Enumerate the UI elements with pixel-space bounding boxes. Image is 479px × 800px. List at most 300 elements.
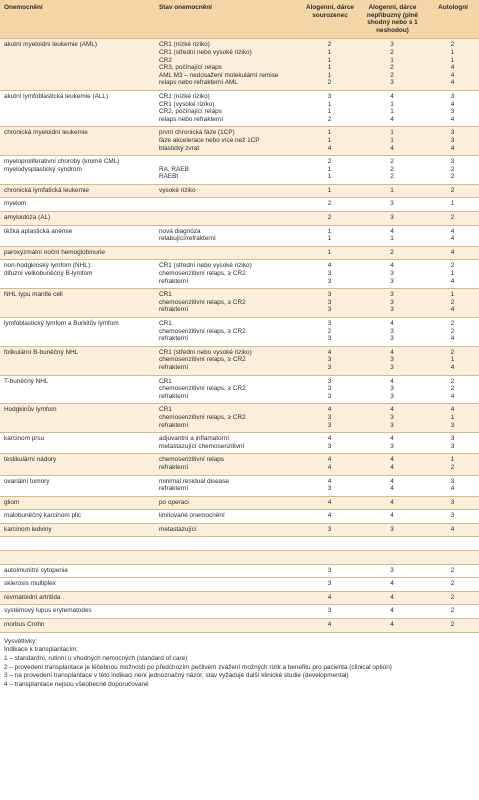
- unrelated-value: [358, 539, 426, 547]
- sibling-donor-cell: [301, 289, 358, 318]
- disease-line: Hodgkinův lymfom: [4, 406, 57, 414]
- state-cell: [155, 591, 301, 605]
- autologous-cell: [426, 260, 479, 289]
- disease-cell: [0, 537, 155, 551]
- sibling-donor-cell: [301, 564, 358, 578]
- state-line: první chronická fáze (1CP): [159, 129, 235, 137]
- sibling-value: 1: [327, 227, 332, 235]
- table-row: [0, 605, 479, 619]
- sibling-value: 4: [327, 406, 332, 414]
- disease-line: [4, 553, 152, 561]
- unrelated-donor-cell: [358, 346, 426, 375]
- sibling-donor-cell: [301, 496, 358, 510]
- unrelated-donor-cell: [358, 260, 426, 289]
- autologous-cell: [426, 346, 479, 375]
- unrelated-value: 3: [390, 306, 394, 314]
- unrelated-donor-cell: [358, 90, 426, 126]
- disease-line: [4, 539, 152, 547]
- state-line: [159, 621, 298, 629]
- disease-line: systémový lupus erytematodes: [4, 607, 92, 615]
- sibling-donor-cell: [301, 375, 358, 404]
- sibling-donor-cell: [301, 346, 358, 375]
- autologous-cell: [426, 246, 479, 260]
- state-cell: [155, 475, 301, 496]
- state-cell: [155, 260, 301, 289]
- autologous-value: 1: [450, 291, 455, 299]
- disease-line: myeloproliferativní choroby (kromě CML): [4, 158, 120, 166]
- autologous-value: 1: [450, 56, 455, 64]
- state-cell: [155, 433, 301, 454]
- autologous-value: 2: [450, 607, 455, 615]
- sibling-donor-cell: [301, 260, 358, 289]
- disease-cell: [0, 605, 155, 619]
- disease-cell: [0, 289, 155, 318]
- disease-cell: [0, 90, 155, 126]
- state-cell: [155, 90, 301, 126]
- autologous-cell: [426, 523, 479, 537]
- table-row: [0, 496, 479, 510]
- disease-line: ovariální tumory: [4, 477, 50, 485]
- autologous-value: 3: [450, 92, 455, 100]
- autologous-value: 4: [450, 525, 455, 533]
- disease-cell: [0, 523, 155, 537]
- autologous-value: 4: [450, 485, 455, 493]
- state-line: metastazující: [159, 525, 197, 533]
- autologous-value: 3: [450, 136, 455, 144]
- table-row: [0, 318, 479, 347]
- state-line: [159, 580, 298, 588]
- sibling-donor-cell: [301, 127, 358, 156]
- autologous-value: 2: [450, 298, 455, 306]
- unrelated-value: 3: [390, 566, 394, 574]
- sibling-value: 1: [327, 71, 332, 79]
- state-line: AML M3 – nedosažení molekulární remise: [159, 71, 279, 79]
- sibling-donor-cell: [301, 591, 358, 605]
- unrelated-value: 3: [390, 385, 394, 393]
- disease-cell: [0, 619, 155, 632]
- autologous-cell: [426, 198, 479, 212]
- table-row: [0, 346, 479, 375]
- sibling-donor-cell: [301, 454, 358, 475]
- table-row: [0, 551, 479, 565]
- state-line: CR1: [159, 320, 172, 327]
- disease-line: T-buněčný NHL: [4, 377, 49, 385]
- unrelated-value: 1: [390, 129, 394, 137]
- sibling-donor-cell: [301, 605, 358, 619]
- state-line: CR1 (střední nebo vysoké riziko): [159, 262, 252, 270]
- disease-cell: [0, 475, 155, 496]
- sibling-value: 1: [327, 248, 332, 256]
- autologous-cell: [426, 605, 479, 619]
- autologous-value: 2: [450, 621, 455, 629]
- disease-line: [4, 173, 152, 181]
- disease-cell: [0, 127, 155, 156]
- unrelated-donor-cell: [358, 212, 426, 226]
- sibling-value: 3: [327, 298, 332, 306]
- sibling-value: 3: [327, 335, 332, 343]
- sibling-donor-cell: [301, 90, 358, 126]
- disease-line: karcinom prsu: [4, 435, 45, 443]
- disease-line: chronická myeloidní leukemie: [4, 129, 88, 137]
- autologous-value: 4: [450, 64, 455, 72]
- disease-line: myelom: [4, 200, 27, 208]
- unrelated-value: 1: [390, 186, 394, 194]
- sibling-value: 3: [327, 385, 332, 393]
- disease-cell: [0, 578, 155, 592]
- sibling-value: 3: [327, 566, 332, 574]
- sibling-value: 3: [327, 607, 332, 615]
- sibling-value: 4: [327, 621, 332, 629]
- state-line: chemosenzitivní relaps, ≥ CR2: [159, 298, 246, 306]
- table-body: [0, 39, 479, 632]
- unrelated-value: 4: [390, 348, 394, 356]
- sibling-value: 3: [327, 442, 332, 450]
- sibling-value: 4: [327, 463, 332, 471]
- autologous-cell: [426, 619, 479, 632]
- state-cell: [155, 619, 301, 632]
- state-line: chemosenzitivní relaps, ≥ CR2: [159, 385, 246, 393]
- autologous-value: 3: [450, 108, 455, 116]
- sibling-value: 2: [327, 158, 332, 166]
- sibling-donor-cell: [301, 246, 358, 260]
- disease-cell: [0, 510, 155, 524]
- unrelated-donor-cell: [358, 591, 426, 605]
- unrelated-donor-cell: [358, 184, 426, 198]
- autologous-cell: [426, 212, 479, 226]
- sibling-value: 3: [327, 363, 332, 371]
- table-row: [0, 454, 479, 475]
- state-cell: [155, 523, 301, 537]
- table-row: [0, 156, 479, 185]
- autologous-value: 1: [450, 356, 455, 364]
- sibling-donor-cell: [301, 523, 358, 537]
- table-row: [0, 404, 479, 433]
- disease-line: lymfoblastický lymfom a Burkitův lymfom: [4, 320, 119, 327]
- autologous-value: 2: [450, 165, 455, 173]
- table-row: [0, 260, 479, 289]
- unrelated-value: 4: [390, 377, 394, 385]
- state-line: [159, 214, 298, 222]
- sibling-donor-cell: [301, 475, 358, 496]
- header-disease: Onemocnění: [0, 0, 155, 39]
- disease-cell: [0, 225, 155, 246]
- sibling-value: 1: [327, 56, 332, 64]
- sibling-donor-cell: [301, 184, 358, 198]
- state-line: nová diagnóza: [159, 227, 201, 235]
- unrelated-value: 2: [390, 71, 394, 79]
- state-cell: [155, 346, 301, 375]
- sibling-donor-cell: [301, 225, 358, 246]
- unrelated-value: 3: [390, 327, 394, 335]
- autologous-cell: [426, 564, 479, 578]
- autologous-cell: [426, 496, 479, 510]
- autologous-value: 1: [450, 200, 455, 208]
- autologous-cell: [426, 90, 479, 126]
- sibling-value: 3: [327, 525, 332, 533]
- footnote-line: 3 – na provedení transplantace v této indikaci není jednoznačný názor, stav vyžaduje další klinické studie (developmental): [4, 672, 349, 680]
- autologous-cell: [426, 537, 479, 551]
- disease-line: testikulární nádory: [4, 456, 57, 464]
- state-line: CR1 (střední nebo vysoké riziko): [159, 348, 252, 356]
- autologous-value: 2: [450, 593, 455, 601]
- autologous-value: 3: [450, 129, 455, 137]
- unrelated-donor-cell: [358, 375, 426, 404]
- state-line: refrakterní: [159, 463, 189, 471]
- state-cell: [155, 510, 301, 524]
- autologous-value: 4: [450, 144, 455, 152]
- state-line: vysoké riziko: [159, 186, 196, 194]
- state-cell: [155, 551, 301, 565]
- sibling-value: 4: [327, 262, 332, 270]
- state-line: metastazující chemosenzitivní: [159, 442, 245, 450]
- unrelated-value: 4: [390, 485, 394, 493]
- autologous-value: 2: [450, 566, 455, 574]
- unrelated-value: 4: [390, 498, 394, 506]
- sibling-value: 4: [327, 593, 332, 601]
- footnotes: [0, 632, 479, 690]
- autologous-cell: [426, 591, 479, 605]
- sibling-donor-cell: [301, 578, 358, 592]
- state-cell: [155, 127, 301, 156]
- autologous-value: 1: [450, 413, 455, 421]
- state-line: relaps nebo refrakterní: [159, 115, 224, 123]
- unrelated-value: 2: [390, 248, 394, 256]
- autologous-cell: [426, 578, 479, 592]
- footnote-line: 2 – provedení transplantace je léčebnou možností po předchozím pečlivém zvážení možných rizik a benefitu pro pacienta (clinical option): [4, 663, 392, 671]
- unrelated-value: 2: [390, 158, 394, 166]
- disease-line: amyloidóza (AL): [4, 214, 51, 222]
- table-row: [0, 619, 479, 632]
- sibling-value: 2: [327, 200, 332, 208]
- disease-line: myelodysplastický syndrom: [4, 165, 82, 173]
- state-cell: [155, 496, 301, 510]
- disease-cell: [0, 564, 155, 578]
- disease-line: paroxyzmální noční hemoglobinurie: [4, 248, 105, 256]
- state-cell: [155, 225, 301, 246]
- state-line: refrakterní: [159, 335, 189, 343]
- state-line: CR1 (střední nebo vysoké riziko): [159, 48, 252, 56]
- state-cell: [155, 404, 301, 433]
- table-header-row: [0, 0, 479, 39]
- state-line: relaps nebo refrakterní AML: [159, 79, 238, 87]
- unrelated-value: [358, 553, 426, 561]
- sibling-value: 3: [327, 580, 332, 588]
- state-line: chemosenzitivní relaps, ≥ CR2: [159, 270, 246, 278]
- sibling-value: 3: [327, 277, 332, 285]
- state-cell: [155, 375, 301, 404]
- unrelated-donor-cell: [358, 318, 426, 347]
- sibling-value: 2: [327, 79, 332, 87]
- disease-cell: [0, 198, 155, 212]
- table-row: [0, 127, 479, 156]
- autologous-value: 4: [450, 277, 455, 285]
- unrelated-value: 3: [390, 200, 394, 208]
- autologous-value: 2: [450, 173, 455, 181]
- autologous-cell: [426, 39, 479, 91]
- sibling-value: 3: [327, 485, 332, 493]
- disease-line: malobuněčný karcinom plic: [4, 512, 82, 520]
- state-line: fáze akcelerace nebo více než 1CP: [159, 136, 260, 144]
- sibling-value: 3: [327, 291, 332, 299]
- autologous-value: 2: [450, 348, 455, 356]
- unrelated-donor-cell: [358, 404, 426, 433]
- unrelated-value: 4: [390, 115, 394, 123]
- autologous-value: 2: [450, 186, 455, 194]
- autologous-cell: [426, 475, 479, 496]
- disease-line: akutní lymfoblastická leukemie (ALL): [4, 92, 109, 100]
- state-line: CR2, počínající relaps: [159, 108, 222, 116]
- disease-cell: [0, 260, 155, 289]
- disease-line: morbus Crohn: [4, 621, 45, 629]
- autologous-value: 1: [450, 456, 455, 464]
- unrelated-value: 2: [390, 48, 394, 56]
- unrelated-donor-cell: [358, 551, 426, 565]
- sibling-value: 1: [327, 100, 332, 108]
- disease-cell: [0, 212, 155, 226]
- disease-line: chronická lymfatická leukemie: [4, 186, 89, 194]
- unrelated-value: 4: [390, 512, 394, 520]
- autologous-value: 4: [450, 392, 455, 400]
- unrelated-value: 4: [390, 593, 394, 601]
- table-row: [0, 90, 479, 126]
- unrelated-value: 3: [390, 421, 394, 429]
- sibling-donor-cell: [301, 404, 358, 433]
- unrelated-donor-cell: [358, 225, 426, 246]
- disease-cell: [0, 375, 155, 404]
- sibling-donor-cell: [301, 39, 358, 91]
- unrelated-donor-cell: [358, 454, 426, 475]
- unrelated-value: 2: [390, 173, 394, 181]
- disease-line: NHL typu mantle cell: [4, 291, 63, 299]
- autologous-value: 4: [450, 100, 455, 108]
- autologous-value: 2: [450, 320, 455, 327]
- sibling-value: 4: [327, 144, 332, 152]
- unrelated-donor-cell: [358, 39, 426, 91]
- unrelated-value: 1: [390, 235, 394, 243]
- table-row: [0, 198, 479, 212]
- unrelated-value: 4: [390, 144, 394, 152]
- disease-cell: [0, 39, 155, 91]
- state-line: po operaci: [159, 498, 189, 506]
- footnote-line: Vysvětlivky:: [4, 637, 38, 645]
- sibling-donor-cell: [301, 551, 358, 565]
- unrelated-value: 3: [390, 270, 394, 278]
- unrelated-donor-cell: [358, 198, 426, 212]
- sibling-value: 2: [327, 115, 332, 123]
- sibling-value: 3: [327, 92, 332, 100]
- unrelated-donor-cell: [358, 510, 426, 524]
- footnote-line: Indikace k transplantacím:: [4, 646, 79, 654]
- state-cell: [155, 578, 301, 592]
- disease-line: gliom: [4, 498, 20, 506]
- unrelated-value: 3: [390, 442, 394, 450]
- unrelated-donor-cell: [358, 246, 426, 260]
- header-state: Stav onemocnění: [155, 0, 301, 39]
- autologous-value: 2: [450, 262, 455, 270]
- table-row: [0, 523, 479, 537]
- unrelated-donor-cell: [358, 475, 426, 496]
- sibling-value: 3: [327, 320, 332, 327]
- disease-cell: [0, 591, 155, 605]
- unrelated-donor-cell: [358, 523, 426, 537]
- state-line: refrakterní: [159, 421, 189, 429]
- state-cell: [155, 564, 301, 578]
- disease-line: karcinom ledviny: [4, 525, 52, 533]
- autologous-value: 4: [450, 235, 455, 243]
- unrelated-donor-cell: [358, 578, 426, 592]
- sibling-value: 4: [327, 348, 332, 356]
- state-cell: [155, 198, 301, 212]
- table-row: [0, 289, 479, 318]
- state-line: chemosenzitivní relaps, ≥ CR2: [159, 413, 246, 421]
- disease-line: difuzní velkobuněčný B-lymfom: [4, 270, 93, 278]
- state-line: refrakterní: [159, 363, 189, 371]
- autologous-value: 4: [450, 227, 455, 235]
- disease-cell: [0, 346, 155, 375]
- state-line: chemosenzitivní relaps, ≥ CR2: [159, 356, 246, 364]
- disease-cell: [0, 404, 155, 433]
- autologous-value: 2: [450, 327, 455, 335]
- autologous-cell: [426, 404, 479, 433]
- sibling-donor-cell: [301, 537, 358, 551]
- disease-cell: [0, 156, 155, 185]
- sibling-value: 2: [327, 327, 332, 335]
- state-line: CR3, počínající relaps: [159, 64, 222, 72]
- autologous-cell: [426, 225, 479, 246]
- header-unrelated-donor: Alogenní, dárce nepříbuzný (plně shodný nebo s 1 neshodou): [358, 0, 426, 39]
- state-cell: [155, 212, 301, 226]
- disease-cell: [0, 184, 155, 198]
- sibling-value: 1: [327, 235, 332, 243]
- table-row: [0, 578, 479, 592]
- state-line: [159, 249, 298, 257]
- sibling-value: 1: [327, 173, 332, 181]
- sibling-donor-cell: [301, 212, 358, 226]
- autologous-value: 2: [450, 463, 455, 471]
- autologous-cell: [426, 289, 479, 318]
- autologous-value: 3: [450, 158, 455, 166]
- unrelated-value: 1: [390, 56, 394, 64]
- unrelated-value: 3: [390, 356, 394, 364]
- unrelated-value: 1: [390, 136, 394, 144]
- unrelated-donor-cell: [358, 537, 426, 551]
- unrelated-value: 3: [390, 392, 394, 400]
- state-line: CR2: [159, 56, 172, 64]
- autologous-value: [426, 539, 479, 547]
- unrelated-donor-cell: [358, 433, 426, 454]
- disease-cell: [0, 454, 155, 475]
- unrelated-value: 1: [390, 100, 394, 108]
- autologous-cell: [426, 551, 479, 565]
- sibling-value: 3: [327, 392, 332, 400]
- sibling-value: 4: [327, 456, 332, 464]
- autologous-cell: [426, 127, 479, 156]
- autologous-value: 4: [450, 71, 455, 79]
- footnote-line: 4 – transplantace nejsou všeobecně doporučované: [4, 681, 149, 689]
- table-row: [0, 225, 479, 246]
- sibling-value: 1: [327, 136, 332, 144]
- disease-line: folikulární B-buněčný NHL: [4, 348, 79, 356]
- table-row: [0, 510, 479, 524]
- autologous-cell: [426, 184, 479, 198]
- header-sibling-donor: Alogenní, dárce sourozenec: [301, 0, 358, 39]
- state-cell: [155, 605, 301, 619]
- sibling-value: 3: [327, 377, 332, 385]
- state-line: blastický zvrat: [159, 144, 200, 152]
- autologous-value: 2: [450, 580, 455, 588]
- sibling-value: 1: [327, 64, 332, 72]
- autologous-cell: [426, 375, 479, 404]
